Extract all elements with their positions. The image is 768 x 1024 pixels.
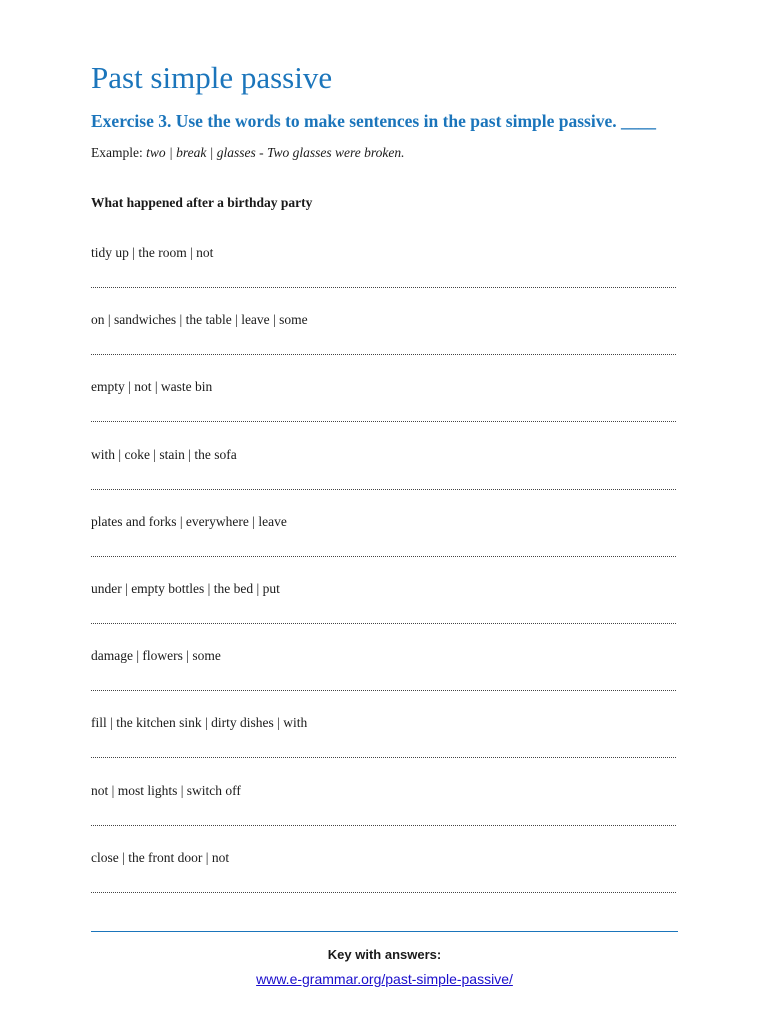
- example-label: Example:: [91, 145, 143, 160]
- item-prompt: under | empty bottles | the bed | put: [91, 580, 280, 596]
- answer-field[interactable]: [91, 542, 676, 557]
- item-prompt: fill | the kitchen sink | dirty dishes | with: [91, 715, 308, 731]
- answer-field[interactable]: [91, 273, 676, 288]
- answer-field[interactable]: [91, 475, 676, 490]
- answer-field[interactable]: [91, 340, 676, 355]
- exercise-item: [91, 713, 678, 780]
- item-prompt: empty | not | waste bin: [91, 379, 213, 395]
- answer-field[interactable]: [91, 743, 676, 758]
- exercise-item: [91, 512, 678, 579]
- answer-key-link-row: [91, 970, 678, 988]
- answer-field[interactable]: [91, 407, 676, 422]
- example-text: two | break | glasses - Two glasses were broken.: [146, 145, 405, 160]
- item-prompt: not | most lights | switch off: [91, 782, 241, 798]
- footer-divider: [91, 931, 678, 932]
- page-title: Past simple passive: [91, 60, 333, 95]
- section-subheading: What happened after a birthday party: [91, 195, 313, 210]
- exercise-item: [91, 646, 678, 713]
- item-prompt: on | sandwiches | the table | leave | some: [91, 312, 308, 328]
- item-prompt: plates and forks | everywhere | leave: [91, 513, 287, 529]
- answer-key-link[interactable]: www.e-grammar.org/past-simple-passive/: [256, 971, 513, 987]
- exercise-items: [91, 243, 678, 915]
- exercise-item: [91, 445, 678, 512]
- exercise-item: [91, 377, 678, 444]
- item-prompt: tidy up | the room | not: [91, 245, 214, 260]
- exercise-item: [91, 848, 678, 915]
- example-line: [91, 143, 405, 163]
- exercise-heading: Exercise 3. Use the words to make sentences in the past simple passive. ____: [91, 111, 656, 131]
- answer-field[interactable]: [91, 676, 676, 691]
- answer-field[interactable]: [91, 878, 676, 893]
- item-prompt: damage | flowers | some: [91, 648, 221, 664]
- exercise-item: [91, 579, 678, 646]
- answer-field[interactable]: [91, 609, 676, 624]
- exercise-item: [91, 310, 678, 377]
- exercise-item: [91, 781, 678, 848]
- item-prompt: with | coke | stain | the sofa: [91, 446, 237, 462]
- answer-key-label: Key with answers:: [327, 947, 442, 962]
- item-prompt: close | the front door | not: [91, 849, 230, 865]
- exercise-item: [91, 243, 678, 310]
- answer-field[interactable]: [91, 811, 676, 826]
